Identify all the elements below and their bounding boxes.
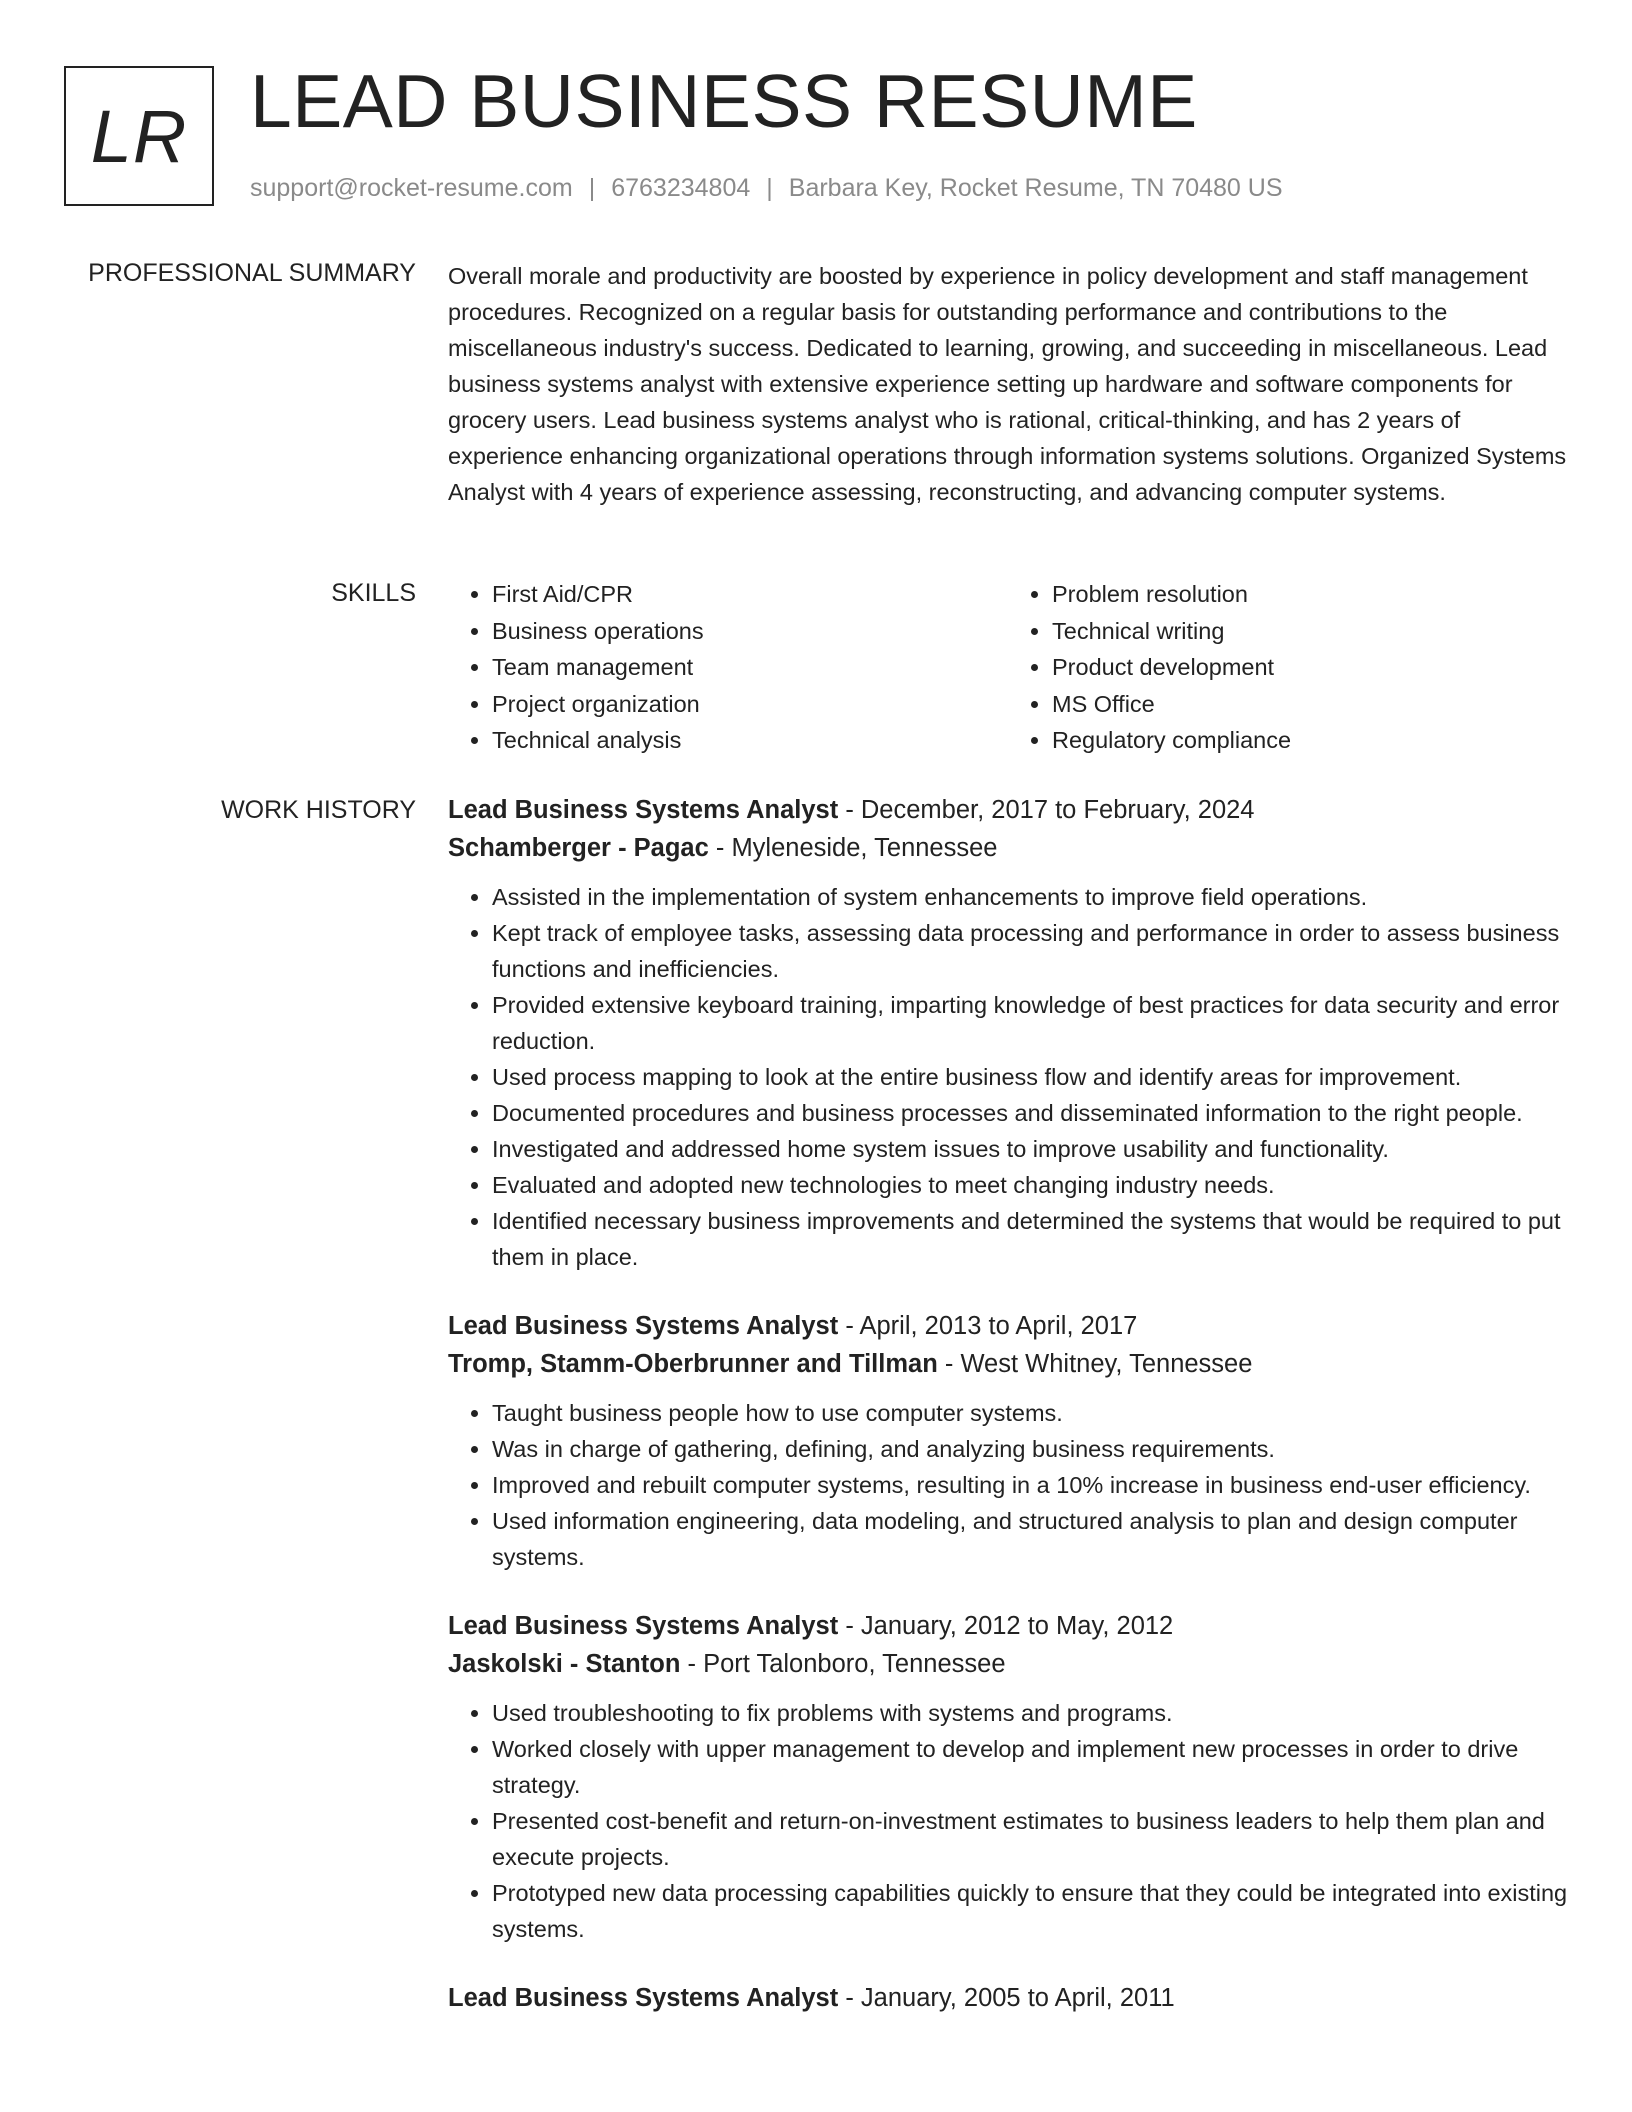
job-company-line [448, 1345, 1568, 1383]
job-dates: - April, 2013 to April, 2017 [838, 1312, 1138, 1340]
job-bullet: • Used process mapping to look at the entire business flow and identify areas for improvement. [492, 1059, 1568, 1095]
job-entry [448, 791, 1568, 1275]
contact-address: Barbara Key, Rocket Resume, TN 70480 US [788, 174, 1283, 202]
skill-item: • Problem resolution [1052, 576, 1568, 613]
skill-item: • Project organization [492, 686, 1008, 723]
skill-item: • Product development [1052, 649, 1568, 686]
job-location: - Myleneside, Tennessee [708, 834, 998, 862]
job-position: Lead Business Systems Analyst [448, 1312, 839, 1340]
skills-heading: SKILLS [331, 579, 416, 607]
job-bullet-list [448, 879, 1568, 1275]
job-location: - West Whitney, Tennessee [937, 1350, 1253, 1378]
skill-item: • Technical writing [1052, 613, 1568, 650]
job-bullet: • Worked closely with upper management to develop and implement new processes in order to drive strategy. [492, 1731, 1568, 1803]
job-bullet: • Was in charge of gathering, defining, and analyzing business requirements. [492, 1431, 1568, 1467]
job-bullet-list [448, 1395, 1568, 1575]
skill-item: • Business operations [492, 613, 1008, 650]
job-position: Lead Business Systems Analyst [448, 1612, 839, 1640]
job-bullet: • Presented cost-benefit and return-on-investment estimates to business leaders to help them plan and execute projects. [492, 1803, 1568, 1875]
job-company-line [448, 1645, 1568, 1683]
job-location: - Port Talonboro, Tennessee [680, 1650, 1006, 1678]
job-position: Lead Business Systems Analyst [448, 796, 839, 824]
contact-line [250, 174, 1283, 203]
summary-heading: PROFESSIONAL SUMMARY [88, 259, 416, 287]
job-bullet: • Identified necessary business improvements and determined the systems that would be required to put them in place. [492, 1203, 1568, 1275]
job-title-line [448, 1979, 1568, 2017]
monogram-logo: LR [64, 66, 214, 206]
job-bullet: • Improved and rebuilt computer systems, resulting in a 10% increase in business end-user efficiency. [492, 1467, 1568, 1503]
skill-item: • First Aid/CPR [492, 576, 1008, 613]
job-bullet: • Provided extensive keyboard training, imparting knowledge of best practices for data security and error reduction. [492, 987, 1568, 1059]
job-entry [448, 1307, 1568, 1575]
job-bullet: • Kept track of employee tasks, assessing data processing and performance in order to assess business functions and inefficiencies. [492, 915, 1568, 987]
job-bullet: • Prototyped new data processing capabilities quickly to ensure that they could be integrated into existing systems. [492, 1875, 1568, 1947]
job-title-line [448, 791, 1568, 829]
contact-separator: | [766, 174, 773, 202]
job-bullet: • Assisted in the implementation of system enhancements to improve field operations. [492, 879, 1568, 915]
skill-item: • Team management [492, 649, 1008, 686]
contact-separator: | [588, 174, 596, 202]
job-position: Lead Business Systems Analyst [448, 1984, 839, 2012]
work-history-heading: WORK HISTORY [221, 796, 416, 824]
job-company-line [448, 829, 1568, 867]
job-bullet: • Documented procedures and business processes and disseminated information to the right people. [492, 1095, 1568, 1131]
job-dates: - January, 2012 to May, 2012 [838, 1612, 1174, 1640]
job-bullet: • Used information engineering, data modeling, and structured analysis to plan and design computer systems. [492, 1503, 1568, 1575]
summary-text: Overall morale and productivity are boosted by experience in policy development and staff management procedures. Recognized on a regular basis for outstanding performance and contributions to the miscellaneous industry's success. Dedicated to learning, growing, and succeeding in miscellaneous. Lead business systems analyst with extensive experience setting up hardware and software components for grocery users. Lead business systems analyst who is rational, critical-thinking, and has 2 years of experience enhancing organizational operations through information systems solutions. Organized Systems Analyst with 4 years of experience assessing, reconstructing, and advancing computer systems. [448, 263, 1567, 505]
skill-item: • Regulatory compliance [1052, 722, 1568, 759]
skill-item: • Technical analysis [492, 722, 1008, 759]
job-bullet: • Taught business people how to use computer systems. [492, 1395, 1568, 1431]
contact-email: support@rocket-resume.com [250, 174, 573, 202]
job-bullet: • Used troubleshooting to fix problems with systems and programs. [492, 1695, 1568, 1731]
job-bullet: • Evaluated and adopted new technologies to meet changing industry needs. [492, 1167, 1568, 1203]
skills-list-right [1008, 576, 1568, 759]
job-bullet: • Investigated and addressed home system issues to improve usability and functionality. [492, 1131, 1568, 1167]
job-title-line [448, 1307, 1568, 1345]
resume-header [64, 59, 1568, 210]
job-bullet-list [448, 1695, 1568, 1947]
resume-title: LEAD BUSINESS RESUME [250, 59, 1198, 143]
job-company: Schamberger - Pagac [448, 834, 709, 862]
job-dates: - December, 2017 to February, 2024 [838, 796, 1255, 824]
skill-item: • MS Office [1052, 686, 1568, 723]
skills-list-left [448, 576, 1008, 759]
job-title-line [448, 1607, 1568, 1645]
job-company: Jaskolski - Stanton [448, 1650, 681, 1678]
contact-phone: 6763234804 [611, 174, 751, 202]
job-dates: - January, 2005 to April, 2011 [838, 1984, 1175, 2012]
job-company: Tromp, Stamm-Oberbrunner and Tillman [448, 1350, 938, 1378]
job-entry [448, 1979, 1568, 2017]
job-entry [448, 1607, 1568, 1947]
